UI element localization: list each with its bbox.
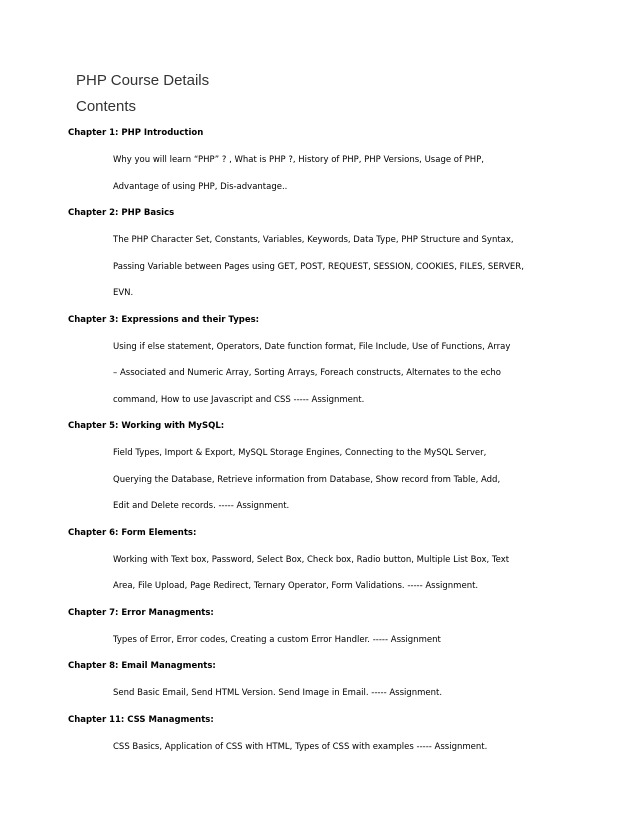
chapter-text-line: Working with Text box, Password, Select Box, Check box, Radio button, Multiple List Box, Text [113,554,510,565]
chapter-heading: Chapter 1: PHP Introduction [68,128,204,138]
chapter-text-line: Area, File Upload, Page Redirect, Ternary Operator, Form Validations. ----- Assignment. [113,581,479,591]
chapter-text-line: CSS Basics, Application of CSS with HTML, Types of CSS with examples ----- Assignment. [113,741,488,752]
chapter-2 [68,206,588,313]
chapter-text-line: command, How to use Javascript and CSS ----- Assignment. [113,394,365,405]
chapter-heading: Chapter 6: Form Elements: [68,527,197,538]
chapter-6 [68,526,588,606]
chapter-text-line: Edit and Delete records. ----- Assignment. [113,501,290,511]
chapter-heading: Chapter 11: CSS Managments: [68,714,214,725]
chapter-text-line: EVN. [113,288,134,298]
chapter-list [68,126,588,766]
chapter-heading: Chapter 7: Error Managments: [68,607,214,618]
document-title: PHP Course Details [76,72,210,89]
chapter-8 [68,659,588,713]
chapter-text-line: Send Basic Email, Send HTML Version. Send Image in Email. ----- Assignment. [113,688,443,698]
chapter-text-line: The PHP Character Set, Constants, Variables, Keywords, Data Type, PHP Structure and Syntax, [113,235,514,245]
chapter-text-line: Types of Error, Error codes, Creating a custom Error Handler. ----- Assignment [113,634,441,645]
chapter-1 [68,126,588,206]
chapter-11 [68,713,588,767]
chapter-text-line: Field Types, Import & Export, MySQL Storage Engines, Connecting to the MySQL Server, [113,448,487,458]
chapter-text-line: – Associated and Numeric Array, Sorting Arrays, Foreach constructs, Alternates to the echo [113,368,501,378]
chapter-heading: Chapter 2: PHP Basics [68,208,175,218]
chapter-text-line: Passing Variable between Pages using GET, POST, REQUEST, SESSION, COOKIES, FILES, SERVER, [113,261,524,272]
contents-heading: Contents [76,98,137,115]
chapter-heading: Chapter 5: Working with MySQL: [68,421,225,431]
chapter-text-line: Querying the Database, Retrieve information from Database, Show record from Table, Add, [113,474,501,485]
chapter-5 [68,419,588,526]
chapter-text-line: Using if else statement, Operators, Date function format, File Include, Use of Functions, Array [113,341,511,352]
chapter-heading: Chapter 3: Expressions and their Types: [68,314,260,325]
chapter-7 [68,606,588,660]
chapter-heading: Chapter 8: Email Managments: [68,661,216,671]
chapter-text-line: Why you will learn “PHP” ? , What is PHP ?, History of PHP, PHP Versions, Usage of PHP, [113,155,485,165]
chapter-text-line: Advantage of using PHP, Dis-advantage.. [113,181,288,192]
chapter-3 [68,313,588,420]
